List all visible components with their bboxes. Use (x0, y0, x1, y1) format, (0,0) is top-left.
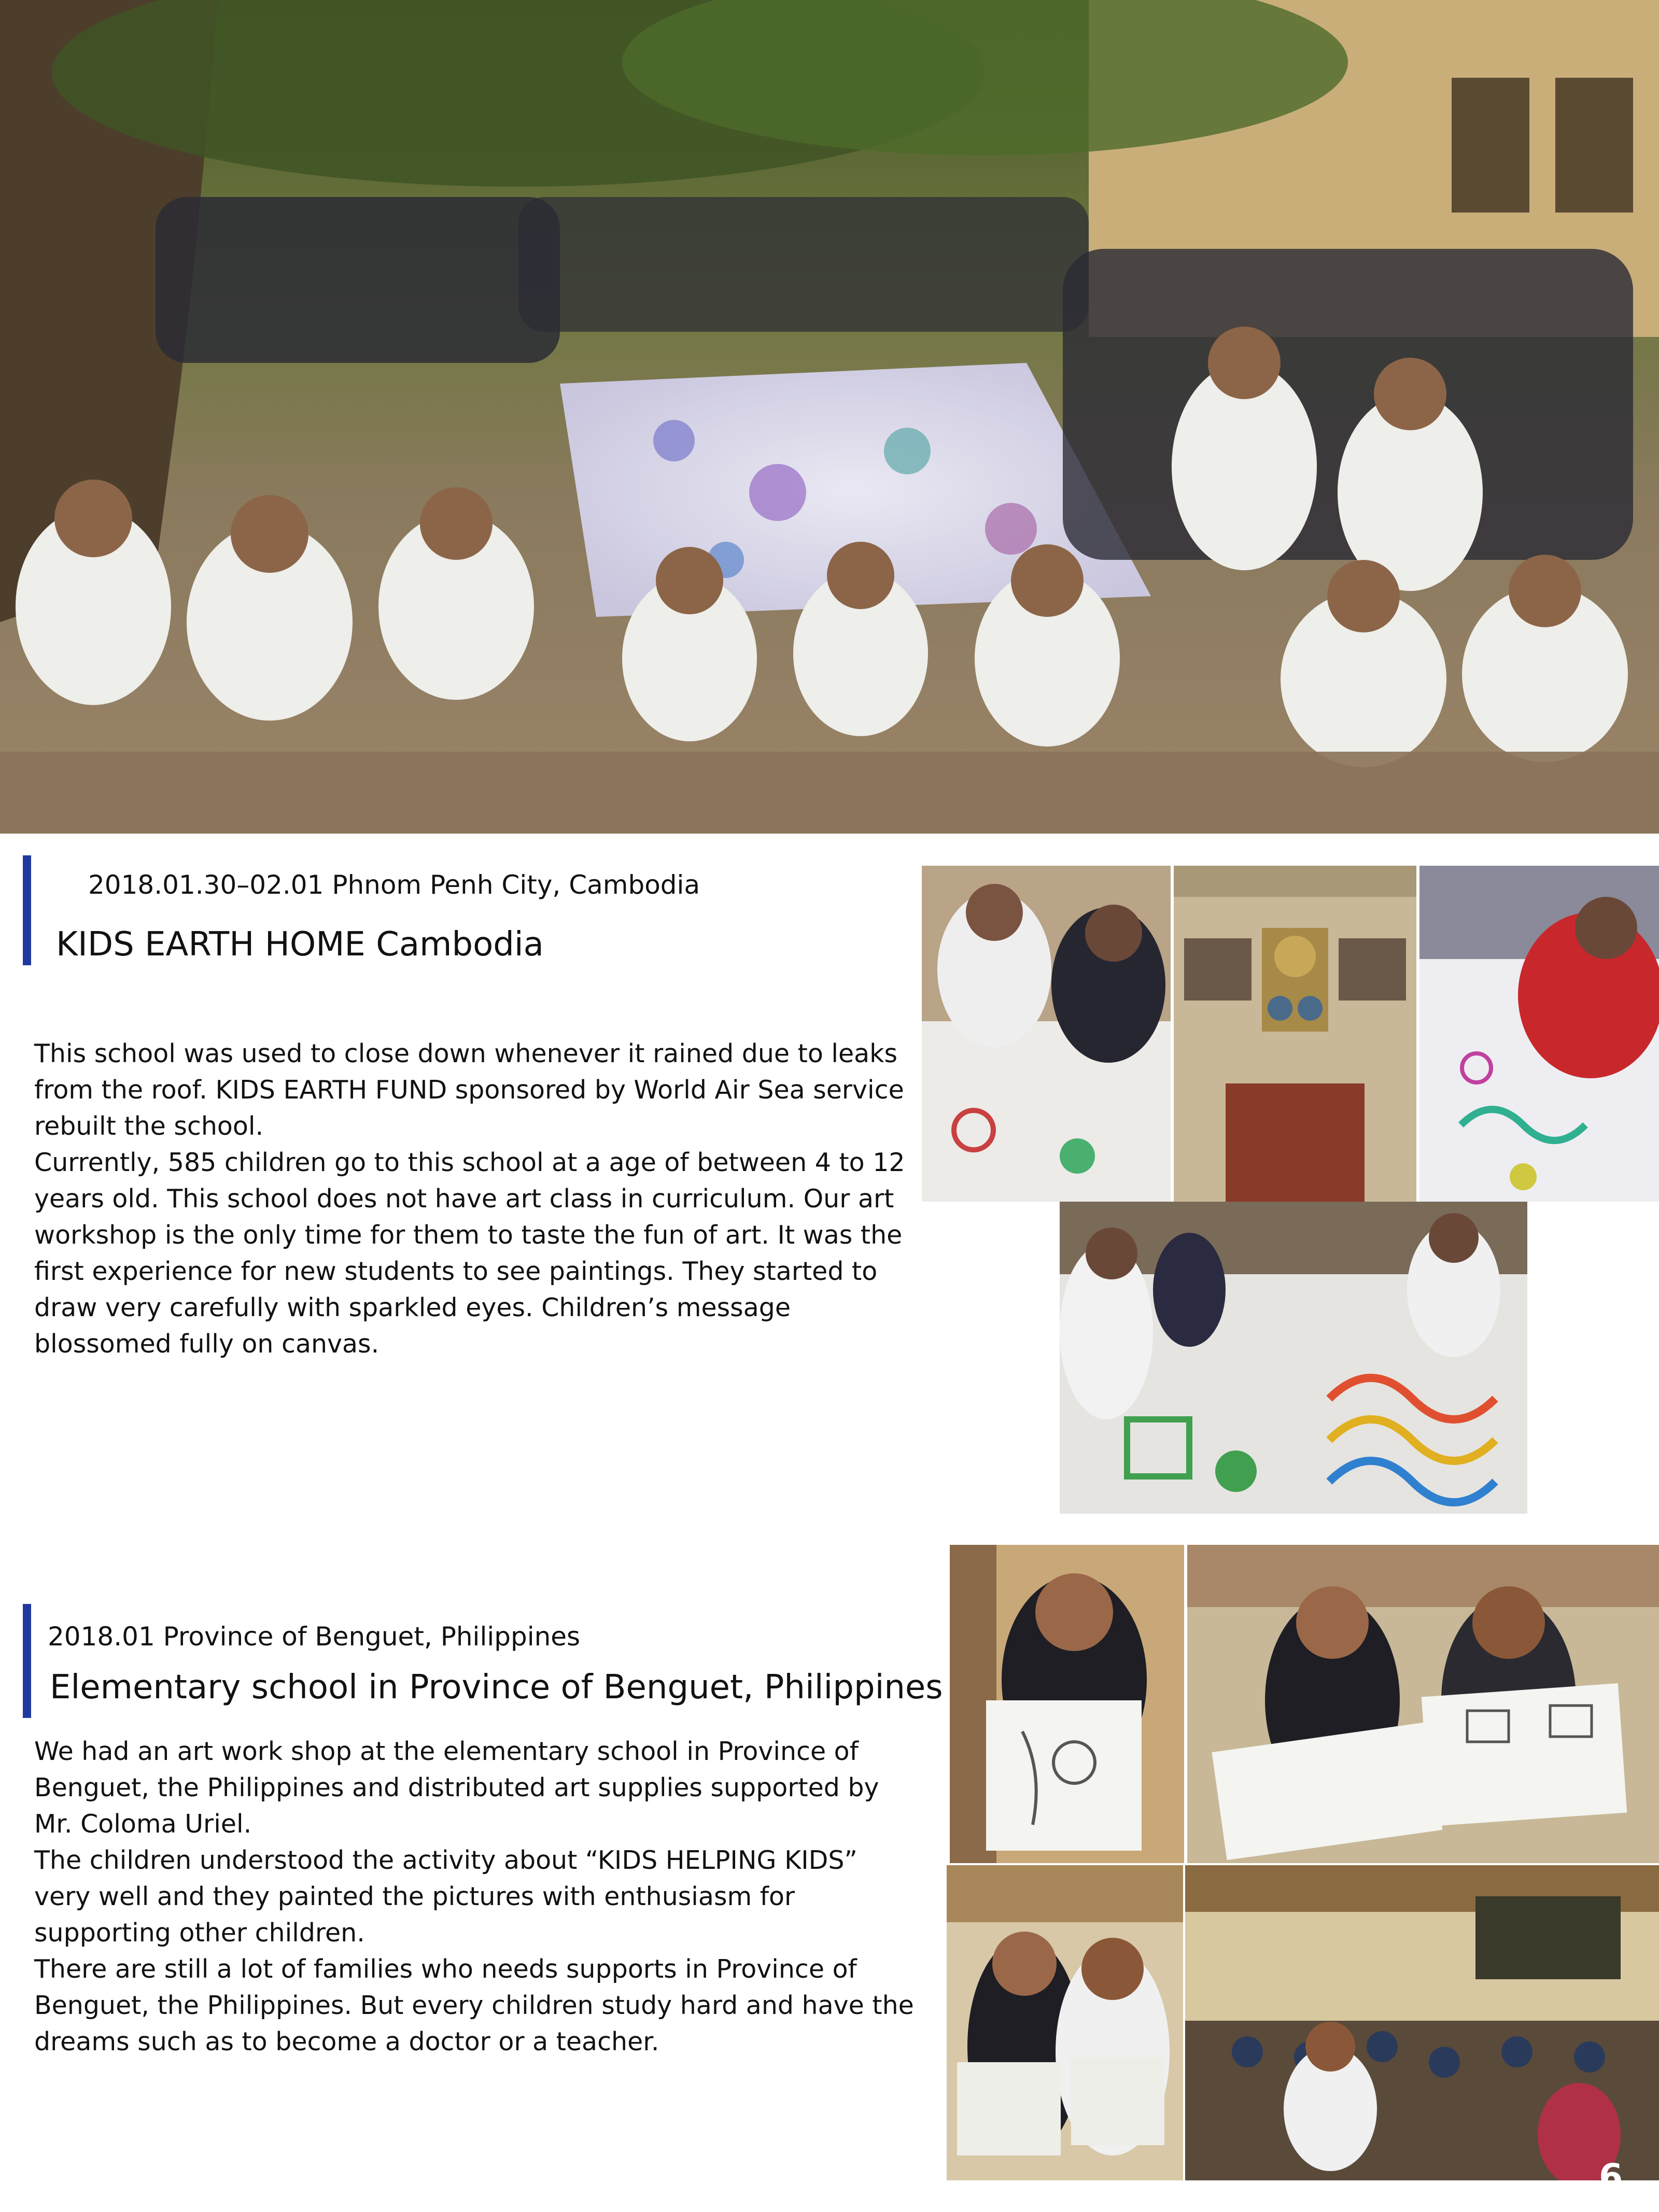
cambodia-paragraph-1: This school was used to close down whenever it rained due to leaks from the roof. KIDS EARTH FUND sponsored by World Air Sea service rebuilt the school. (34, 1039, 904, 1141)
cambodia-paragraph-2: Currently, 585 children go to this school at a age of between 4 to 12 years old. This school does not have art class in curriculum. Our art workshop is the only time for them to taste the fun of art. It was the first experience for new students to see paintings. They started to draw very carefully with sparkled eyes. Children’s message blossomed fully on canvas. (34, 1148, 905, 1359)
philippines-photo-two-girls-drawings (1187, 1545, 1659, 1863)
philippines-accent-bar (23, 1604, 31, 1718)
hero-photo (0, 0, 1659, 834)
cambodia-photo-school-plaque (1174, 866, 1416, 1202)
cambodia-accent-bar (23, 855, 31, 965)
page-number: 6 (1599, 2157, 1623, 2196)
philippines-paragraph-1: We had an art work shop at the elementary school in Province of Benguet, the Philippines and distributed art supplies supported by Mr. Coloma Uriel. (34, 1737, 879, 1839)
philippines-title: Elementary school in Province of Benguet, Philippines (50, 1668, 943, 1707)
cambodia-photo-workshop (1060, 1202, 1527, 1514)
cambodia-photo-painting-children (922, 866, 1171, 1202)
cambodia-photo-painting-canvas (1419, 866, 1659, 1202)
philippines-body (34, 1734, 916, 2060)
philippines-date: 2018.01 Province of Benguet, Philippines (48, 1622, 581, 1652)
philippines-photo-girl-drawing (950, 1545, 1184, 1863)
philippines-photo-classroom (1185, 1865, 1659, 2180)
philippines-photo-girls-posing (947, 1865, 1183, 2180)
cambodia-title: KIDS EARTH HOME Cambodia (56, 925, 544, 964)
philippines-paragraph-2: The children understood the activity about “KIDS HELPING KIDS” very well and they painted the pictures with enthusiasm for supporting other children. (34, 1845, 857, 1948)
cambodia-date: 2018.01.30–02.01 Phnom Penh City, Cambodia (88, 870, 700, 900)
cambodia-body (34, 1036, 905, 1362)
philippines-paragraph-3: There are still a lot of families who needs supports in Province of Benguet, the Philippines. But every children study hard and have the dreams such as to become a doctor or a teacher. (34, 1954, 914, 2056)
